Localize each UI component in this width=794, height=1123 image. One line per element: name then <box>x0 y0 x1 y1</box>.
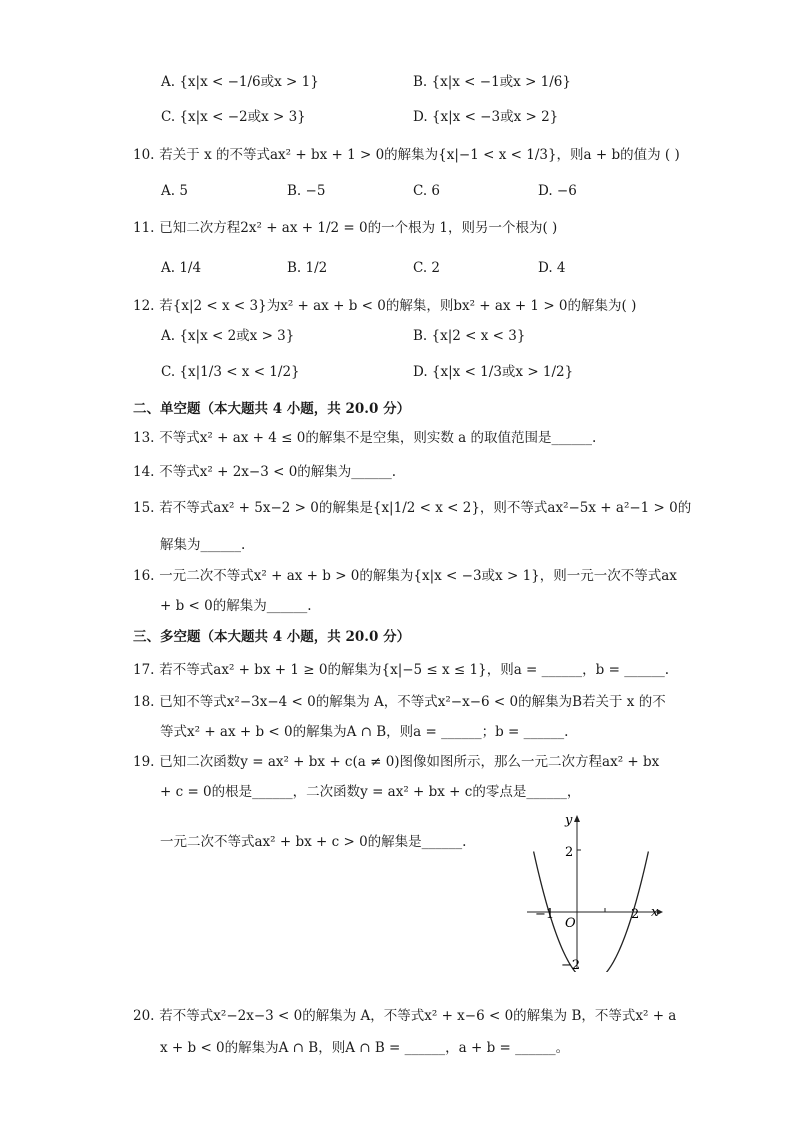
q12-option-b: B. {x|2 < x < 3} <box>413 328 526 344</box>
question-number: 19. <box>133 754 155 770</box>
q9-option-c: C. {x|x < −2或x > 3} <box>161 109 306 125</box>
q11-option-c: C. 2 <box>413 260 441 276</box>
question-number: 16. <box>133 568 155 584</box>
y-axis-arrow <box>574 815 580 822</box>
origin-label: O <box>565 916 576 931</box>
question-15 <box>133 498 691 518</box>
question-number: 15. <box>133 500 155 516</box>
q10-option-b: B. −5 <box>287 183 326 199</box>
q9-option-a: A. {x|x < −1/6或x > 1} <box>161 74 319 90</box>
tick-label-x-neg1: −1 <box>535 907 555 922</box>
q10-option-a: A. 5 <box>161 183 188 199</box>
question-10 <box>133 145 680 165</box>
question-number: 18. <box>133 694 155 710</box>
question-text: 不等式x² + 2x−3 < 0的解集为______. <box>159 464 397 480</box>
question-18 <box>133 692 666 712</box>
question-number: 20. <box>133 1008 155 1024</box>
parabola-graph <box>525 812 665 972</box>
question-16-continued: + b < 0的解集为______. <box>160 598 312 614</box>
question-text: 已知二次方程2x² + ax + 1/2 = 0的一个根为 1，则另一个根为( ) <box>159 220 558 236</box>
q9-option-d: D. {x|x < −3或x > 2} <box>413 109 559 125</box>
question-text: 已知二次函数y = ax² + bx + c(a ≠ 0)图像如图所示，那么一元二次方程ax² + bx <box>159 754 660 770</box>
q9-option-b: B. {x|x < −1或x > 1/6} <box>413 74 571 90</box>
question-14 <box>133 462 396 482</box>
section-heading-single-blank: 二、单空题（本大题共 4 小题，共 20.0 分） <box>133 401 411 417</box>
question-number: 14. <box>133 464 155 480</box>
question-number: 13. <box>133 430 155 446</box>
question-text: 若不等式x²−2x−3 < 0的解集为 A，不等式x² + x−6 < 0的解集为 B，不等式x² + a <box>159 1008 677 1024</box>
question-20 <box>133 1006 676 1026</box>
question-text: 若{x|2 < x < 3}为x² + ax + b < 0的解集，则bx² + ax + 1 > 0的解集为( ) <box>159 298 637 314</box>
question-13 <box>133 428 596 448</box>
question-11 <box>133 218 557 238</box>
question-19-continued-2: 一元二次不等式ax² + bx + c > 0的解集是______. <box>160 834 467 850</box>
tick-label-y-2: 2 <box>565 845 574 860</box>
q10-option-d: D. −6 <box>538 183 577 199</box>
tick-label-y-neg2: −2 <box>561 958 581 972</box>
question-number: 11. <box>133 220 155 236</box>
section-heading-multi-blank: 三、多空题（本大题共 4 小题，共 20.0 分） <box>133 629 411 645</box>
q10-option-c: C. 6 <box>413 183 441 199</box>
question-18-continued: 等式x² + ax + b < 0的解集为A ∩ B，则a = ______；b = ______. <box>160 724 569 740</box>
question-12 <box>133 296 636 316</box>
q11-option-b: B. 1/2 <box>287 260 328 276</box>
question-text: 若不等式ax² + bx + 1 ≥ 0的解集为{x|−5 ≤ x ≤ 1}，则a = ______，b = ______. <box>159 662 669 678</box>
question-19 <box>133 752 659 772</box>
tick-label-x-2: 2 <box>631 907 640 922</box>
question-19-continued: + c = 0的根是______，二次函数y = ax² + bx + c的零点是______， <box>160 784 581 800</box>
q12-option-c: C. {x|1/3 < x < 1/2} <box>161 364 300 380</box>
q12-option-a: A. {x|x < 2或x > 3} <box>161 328 295 344</box>
question-text: 若关于 x 的不等式ax² + bx + 1 > 0的解集为{x|−1 < x < 1/3}，则a + b的值为 ( ) <box>159 147 680 163</box>
question-number: 17. <box>133 662 155 678</box>
question-number: 10. <box>133 147 155 163</box>
question-15-continued: 解集为______. <box>160 537 246 553</box>
question-text: 若不等式ax² + 5x−2 > 0的解集是{x|1/2 < x < 2}，则不等式ax²−5x + a²−1 > 0的 <box>159 500 692 516</box>
question-17 <box>133 660 669 680</box>
question-text: 不等式x² + ax + 4 ≤ 0的解集不是空集，则实数 a 的取值范围是______. <box>159 430 597 446</box>
question-16 <box>133 566 677 586</box>
q12-option-d: D. {x|x < 1/3或x > 1/2} <box>413 364 574 380</box>
y-axis-label: y <box>565 813 573 828</box>
q11-option-a: A. 1/4 <box>161 260 202 276</box>
question-text: 已知不等式x²−3x−4 < 0的解集为 A，不等式x²−x−6 < 0的解集为B若关于 x 的不 <box>159 694 666 710</box>
question-number: 12. <box>133 298 155 314</box>
question-20-continued: x + b < 0的解集为A ∩ B，则A ∩ B = ______，a + b = ______。 <box>160 1040 570 1056</box>
question-text: 一元二次不等式x² + ax + b > 0的解集为{x|x < −3或x > 1}，则一元一次不等式ax <box>159 568 677 584</box>
x-axis-label: x <box>651 905 659 920</box>
q11-option-d: D. 4 <box>538 260 566 276</box>
